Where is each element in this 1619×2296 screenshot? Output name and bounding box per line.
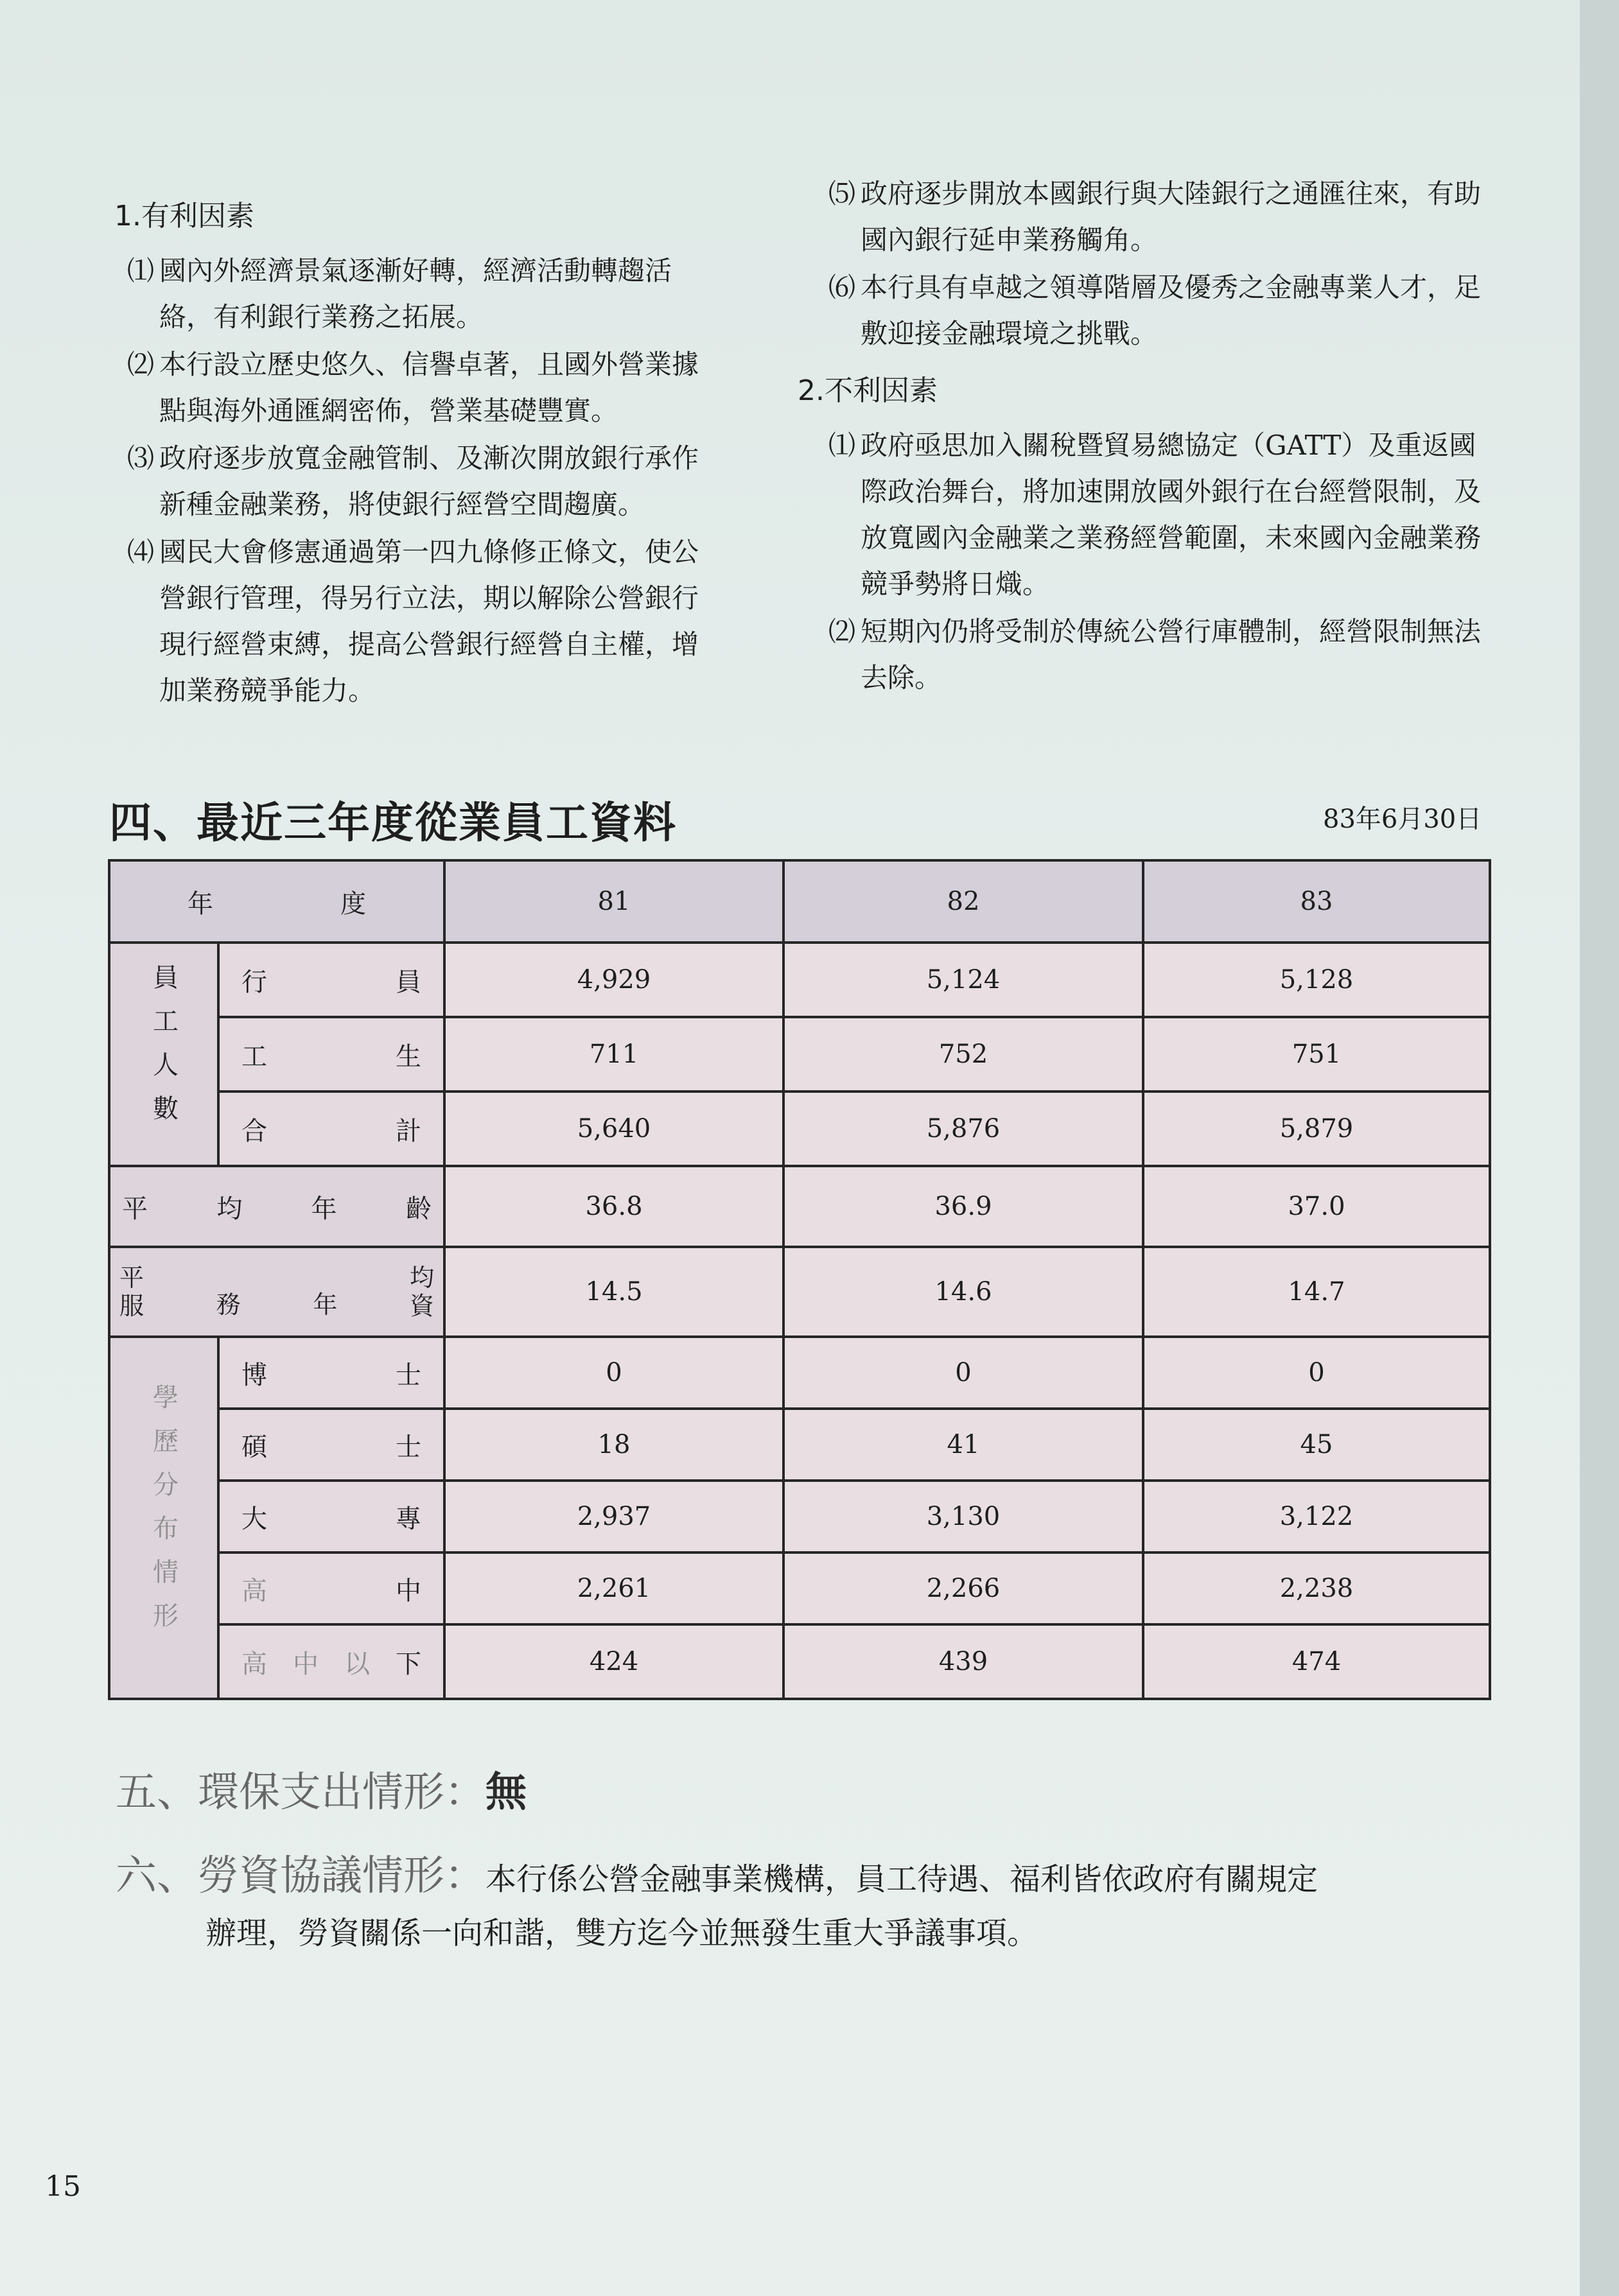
cell-value: 752 xyxy=(783,1017,1143,1091)
cell-value: 37.0 xyxy=(1143,1166,1490,1247)
year-82: 82 xyxy=(783,860,1143,943)
cell-value: 14.6 xyxy=(783,1247,1143,1337)
table-row xyxy=(109,943,1490,1017)
table-row xyxy=(109,1481,1490,1552)
row-label-below-high-school: 高 中 以 下 xyxy=(218,1624,444,1699)
table-row xyxy=(109,1017,1490,1091)
cell-value: 439 xyxy=(783,1624,1143,1699)
cell-value: 474 xyxy=(1143,1624,1490,1699)
cell-value: 5,879 xyxy=(1143,1091,1490,1166)
favorable-item: ⑵ 本行設立歷史悠久、信譽卓著，且國外營業據點與海外通匯網密佈，營業基礎豐實。 xyxy=(127,349,699,426)
table-row xyxy=(109,1247,1490,1337)
favorable-item: ⑴ 國內外經濟景氣逐漸好轉，經濟活動轉趨活絡，有利銀行業務之拓展。 xyxy=(127,255,672,333)
table-row xyxy=(109,1166,1490,1247)
employee-count-group: 員工人數 xyxy=(109,943,218,1166)
cell-value: 0 xyxy=(783,1337,1143,1409)
cell-value: 2,238 xyxy=(1143,1552,1490,1624)
right-column xyxy=(798,171,1490,702)
cell-value: 751 xyxy=(1143,1017,1490,1091)
favorable-factors xyxy=(114,193,718,715)
favorable-factors-heading: 1.有利因素 xyxy=(114,200,254,232)
cell-value: 5,128 xyxy=(1143,943,1490,1017)
table-header-row xyxy=(109,860,1490,943)
row-label-staff: 行 員 xyxy=(218,943,444,1017)
cell-value: 14.5 xyxy=(444,1247,783,1337)
section6-title: 六、勞資協議情形： xyxy=(116,1852,486,1900)
section6-text-line1: 本行係公營金融事業機構，員工待遇、福利皆依政府有關規定 xyxy=(486,1861,1318,1897)
cell-value: 36.8 xyxy=(444,1166,783,1247)
table-row xyxy=(109,1091,1490,1166)
cell-value: 4,929 xyxy=(444,943,783,1017)
unfavorable-item: ⑴ 政府亟思加入關稅暨貿易總協定（GATT）及重返國際政治舞台，將加速開放國外銀行在台經營限制，及放寬國內金融業之業務經營範圍，未來國內金融業務競爭勢將日熾。 xyxy=(828,430,1482,600)
section-title-employee-data: 四、最近三年度從業員工資料 xyxy=(109,798,677,848)
favorable-item: ⑹ 本行具有卓越之領導階層及優秀之金融專業人才，足敷迎接金融環境之挑戰。 xyxy=(828,272,1482,349)
row-label-average-service-years: 平 服 務 年 均 資 xyxy=(109,1247,444,1337)
cell-value: 0 xyxy=(1143,1337,1490,1409)
section-environmental-expenditure xyxy=(116,1759,527,1818)
cell-value: 3,130 xyxy=(783,1481,1143,1552)
section5-title: 五、環保支出情形： xyxy=(116,1769,486,1816)
unfavorable-item: ⑵ 短期內仍將受制於傳統公營行庫體制，經營限制無法去除。 xyxy=(828,616,1482,693)
favorable-item: ⑶ 政府逐步放寬金融管制、及漸次開放銀行承作新種金融業務，將使銀行經營空間趨廣。 xyxy=(127,442,699,520)
row-label-college: 大 專 xyxy=(218,1481,444,1552)
favorable-item: ⑸ 政府逐步開放本國銀行與大陸銀行之通匯往來，有助國內銀行延申業務觸角。 xyxy=(828,178,1482,256)
cell-value: 5,124 xyxy=(783,943,1143,1017)
table-row xyxy=(109,1337,1490,1409)
table-row xyxy=(109,1624,1490,1699)
cell-value: 0 xyxy=(444,1337,783,1409)
page-number: 15 xyxy=(45,2170,81,2203)
row-label-average-age: 平 均 年 齡 xyxy=(109,1166,444,1247)
as-of-date: 83年6月30日 xyxy=(1323,804,1482,834)
unfavorable-factors-heading: 2.不利因素 xyxy=(798,374,938,407)
table-row xyxy=(109,1552,1490,1624)
employee-data-table xyxy=(108,859,1491,1700)
cell-value: 3,122 xyxy=(1143,1481,1490,1552)
cell-value: 14.7 xyxy=(1143,1247,1490,1337)
section-labor-relations xyxy=(116,1849,1509,1960)
year-83: 83 xyxy=(1143,860,1490,943)
cell-value: 711 xyxy=(444,1017,783,1091)
table-row xyxy=(109,1409,1490,1481)
page-edge-shadow xyxy=(1580,0,1619,2296)
cell-value: 36.9 xyxy=(783,1166,1143,1247)
cell-value: 18 xyxy=(444,1409,783,1481)
row-label-workers: 工 生 xyxy=(218,1017,444,1091)
cell-value: 2,261 xyxy=(444,1552,783,1624)
cell-value: 5,876 xyxy=(783,1091,1143,1166)
cell-value: 45 xyxy=(1143,1409,1490,1481)
year-81: 81 xyxy=(444,860,783,943)
section5-value: 無 xyxy=(486,1769,527,1816)
year-header-cell: 年 度 xyxy=(109,860,444,943)
row-label-high-school: 高 中 xyxy=(218,1552,444,1624)
row-label-phd: 博 士 xyxy=(218,1337,444,1409)
education-distribution-group: 學歷分布情形 xyxy=(109,1337,218,1699)
section6-text-line2: 辦理，勞資關係一向和諧，雙方迄今並無發生重大爭議事項。 xyxy=(206,1915,1038,1951)
row-label-master: 碩 士 xyxy=(218,1409,444,1481)
favorable-item: ⑷ 國民大會修憲通過第一四九條修正條文，使公營銀行管理，得另行立法，期以解除公營銀行現行經營束縛，提高公營銀行經營自主權，增加業務競爭能力。 xyxy=(127,536,699,706)
cell-value: 424 xyxy=(444,1624,783,1699)
cell-value: 41 xyxy=(783,1409,1143,1481)
cell-value: 2,937 xyxy=(444,1481,783,1552)
cell-value: 5,640 xyxy=(444,1091,783,1166)
cell-value: 2,266 xyxy=(783,1552,1143,1624)
row-label-total: 合 計 xyxy=(218,1091,444,1166)
